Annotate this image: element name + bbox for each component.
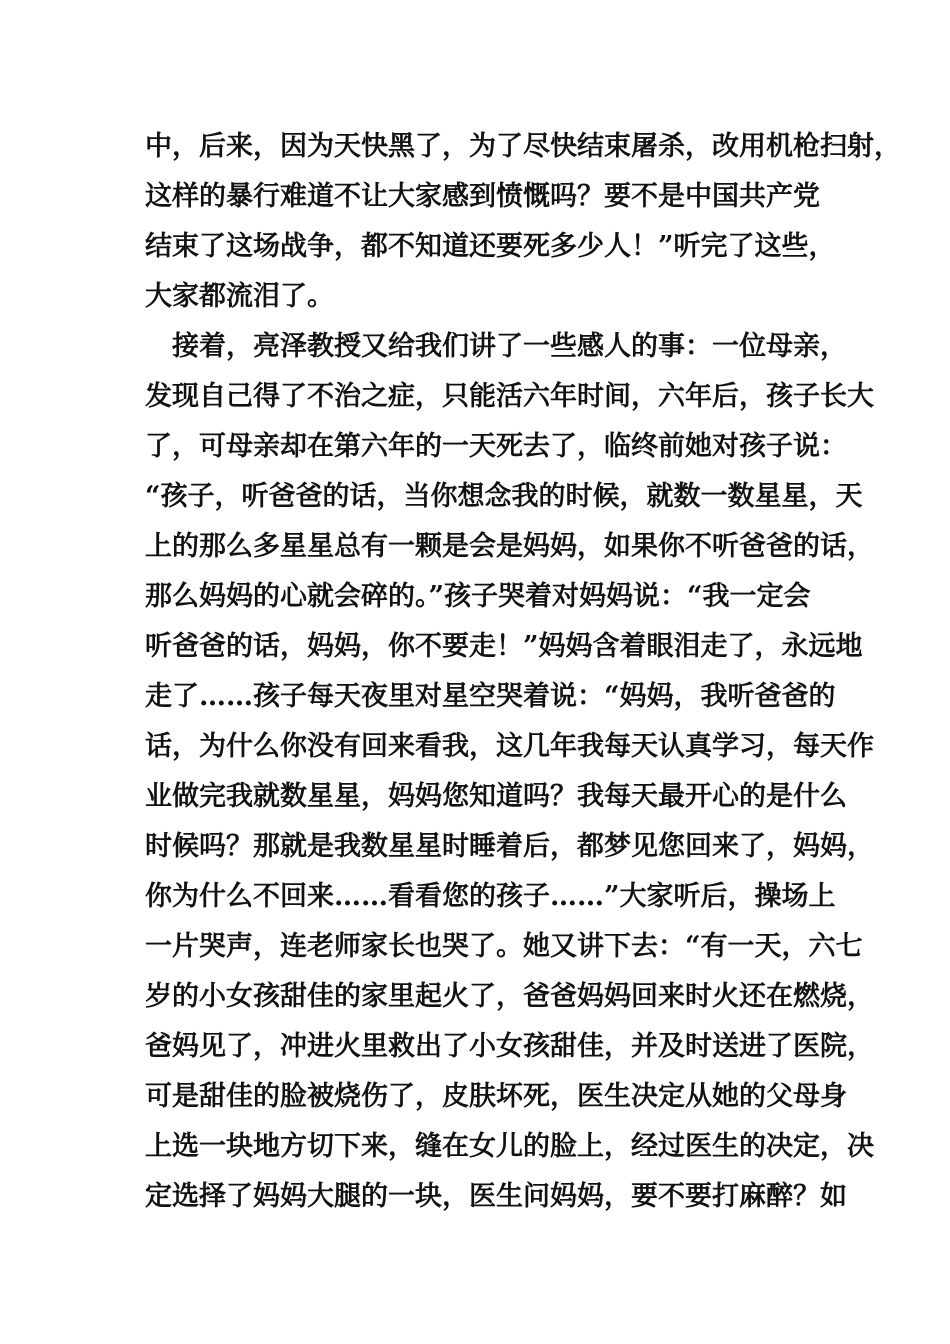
text-line-3: 结束了这场战争，都不知道还要死多少人！”听完了这些，: [145, 231, 836, 262]
text-line-5: 接着，亮泽教授又给我们讲了一些感人的事：一位母亲，: [145, 331, 847, 362]
text-line-21: 上选一块地方切下来，缝在女儿的脸上，经过医生的决定，决: [145, 1131, 874, 1162]
text-line-8: “孩子，听爸爸的话，当你想念我的时候，就数一数星星，天: [145, 481, 863, 512]
text-line-20: 可是甜佳的脸被烧伤了，皮肤坏死，医生决定从她的父母身: [145, 1081, 847, 1112]
text-line-17: 一片哭声，连老师家长也哭了。她又讲下去：“有一天，六七: [145, 931, 863, 962]
text-line-10: 那么妈妈的心就会碎的。”孩子哭着对妈妈说：“我一定会: [145, 581, 811, 612]
text-line-14: 业做完我就数星星，妈妈您知道吗？我每天最开心的是什么: [145, 781, 847, 812]
text-line-7: 了，可母亲却在第六年的一天死去了，临终前她对孩子说：: [145, 431, 847, 462]
text-line-2: 这样的暴行难道不让大家感到愤慨吗？要不是中国共产党: [145, 181, 820, 212]
text-line-19: 爸妈见了，冲进火里救出了小女孩甜佳，并及时送进了医院，: [145, 1031, 874, 1062]
text-line-13: 话，为什么你没有回来看我，这几年我每天认真学习，每天作: [145, 731, 874, 762]
text-line-9: 上的那么多星星总有一颗是会是妈妈，如果你不听爸爸的话，: [145, 531, 874, 562]
body-text: [145, 122, 901, 1222]
text-line-15: 时候吗？那就是我数星星时睡着后，都梦见您回来了，妈妈，: [145, 831, 874, 862]
text-line-6: 发现自己得了不治之症，只能活六年时间，六年后，孩子长大: [145, 381, 874, 412]
text-line-11: 听爸爸的话，妈妈，你不要走！”妈妈含着眼泪走了，永远地: [145, 631, 863, 662]
text-line-4: 大家都流泪了。: [145, 281, 334, 312]
text-line-12: 走了……孩子每天夜里对星空哭着说：“妈妈，我听爸爸的: [145, 681, 836, 712]
text-line-1: 中，后来，因为天快黑了，为了尽快结束屠杀，改用机枪扫射，: [145, 131, 901, 162]
text-line-18: 岁的小女孩甜佳的家里起火了，爸爸妈妈回来时火还在燃烧，: [145, 981, 874, 1012]
text-line-22: 定选择了妈妈大腿的一块，医生问妈妈，要不要打麻醉？如: [145, 1181, 847, 1212]
text-line-16: 你为什么不回来……看看您的孩子……”大家听后，操场上: [145, 881, 836, 912]
